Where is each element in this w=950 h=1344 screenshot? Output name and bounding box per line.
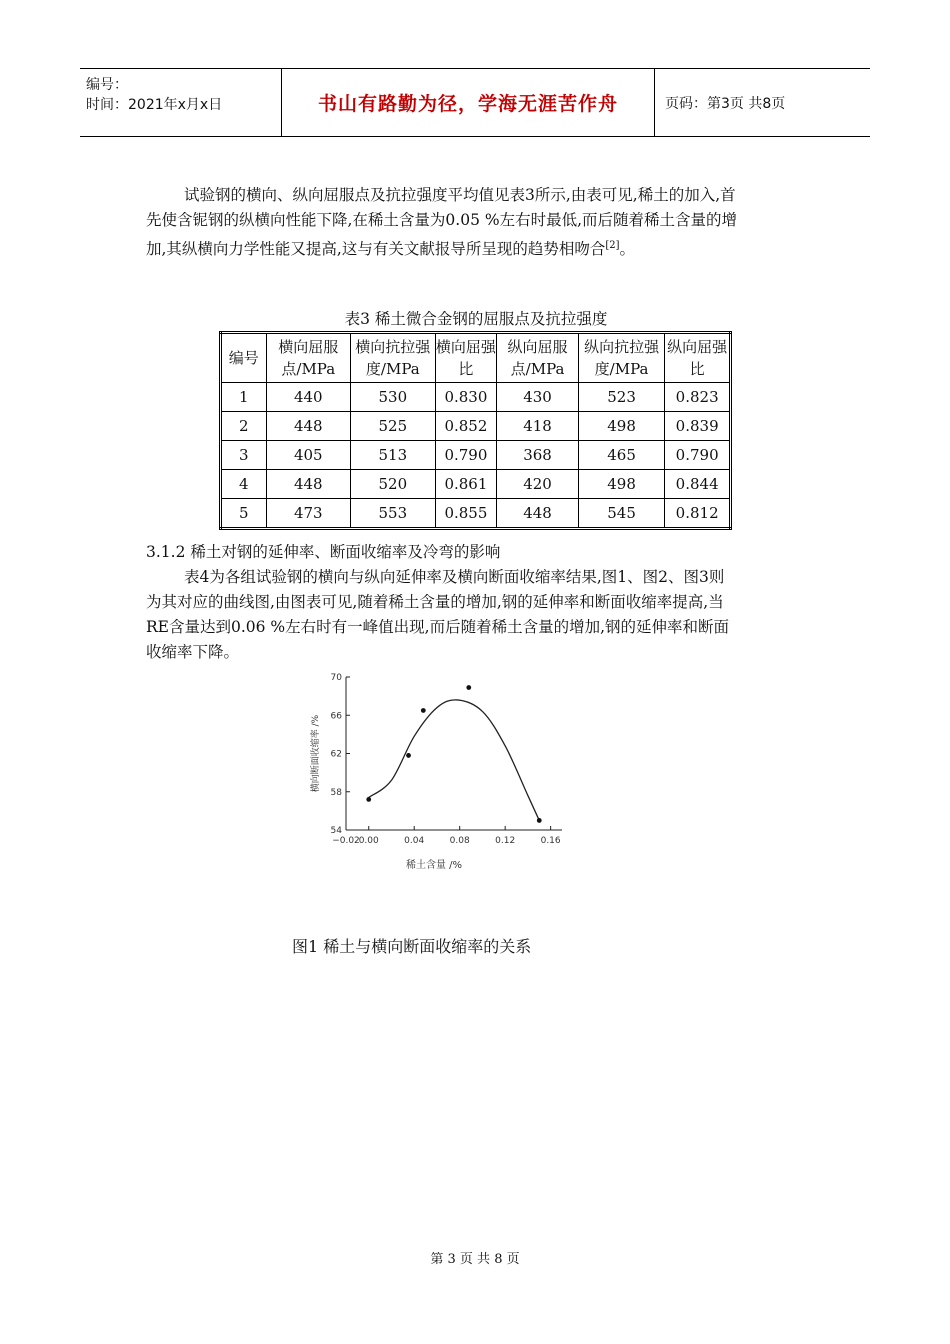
header-motto: 书山有路勤为径，学海无涯苦作舟 [282, 69, 655, 136]
table-cell: 523 [578, 383, 664, 412]
table-cell: 465 [578, 441, 664, 470]
table-header-cell: 横向屈强比 [435, 333, 497, 383]
table-cell: 0.790 [665, 441, 731, 470]
paragraph-1 [146, 183, 738, 262]
table-row [221, 412, 731, 441]
header-meta [80, 69, 282, 136]
paragraph-1-text: 试验钢的横向、纵向屈服点及抗拉强度平均值见表3所示,由表可见,稀土的加入,首先使含铌钢的纵横向性能下降,在稀土含量为0.05 %左右时最低,而后随着稀土含量的增加,其纵横向力学性能又提高,这与有关文献报导所呈现的趋势相吻合 [146, 186, 738, 259]
table-cell: 448 [266, 470, 351, 499]
table-row [221, 441, 731, 470]
header-time-label: 时间：2021年x月x日 [86, 97, 223, 113]
table-cell: 440 [266, 383, 351, 412]
table-cell: 3 [221, 441, 267, 470]
table-cell: 473 [266, 499, 351, 529]
table-cell: 553 [351, 499, 436, 529]
section-title: 3.1.2 稀土对钢的延伸率、断面收缩率及冷弯的影响 [146, 543, 501, 561]
table-cell: 513 [351, 441, 436, 470]
x-tick-label: −0.02 [332, 836, 360, 846]
table-cell: 498 [578, 470, 664, 499]
data-point [537, 818, 542, 823]
table-cell: 0.790 [435, 441, 497, 470]
paragraph-1-end: 。 [619, 240, 636, 259]
table-cell: 0.839 [665, 412, 731, 441]
table-caption: 表3 稀土微合金钢的屈服点及抗拉强度 [344, 310, 608, 328]
x-tick-label: 0.04 [404, 836, 425, 846]
y-tick-label: 58 [330, 787, 342, 798]
table-cell: 1 [221, 383, 267, 412]
y-tick-label: 70 [330, 673, 342, 683]
table-cell: 0.844 [665, 470, 731, 499]
paragraph-2-text: 表4为各组试验钢的横向与纵向延伸率及横向断面收缩率结果,图1、图2、图3则为其对应的曲线图,由图表可见,随着稀土含量的增加,钢的延伸率和断面收缩率提高,当RE含量达到0.06 %左右时有一峰值出现,而后随着稀土含量的增加,钢的延伸率和断面收缩率下降。 [146, 568, 730, 661]
y-tick-label: 62 [330, 749, 342, 760]
table-cell: 448 [497, 499, 579, 529]
table-cell: 4 [221, 470, 267, 499]
table-cell: 405 [266, 441, 351, 470]
y-tick-label: 66 [330, 711, 342, 722]
x-tick-label: 0.08 [449, 836, 470, 846]
table-cell: 525 [351, 412, 436, 441]
yield-strength-table [219, 331, 732, 530]
table-cell: 418 [497, 412, 579, 441]
table-cell: 0.861 [435, 470, 497, 499]
table-row [221, 470, 731, 499]
table-header-cell: 纵向屈强比 [665, 333, 731, 383]
paragraph-2 [146, 565, 738, 665]
table-cell: 0.830 [435, 383, 497, 412]
table-cell: 545 [578, 499, 664, 529]
table-cell: 5 [221, 499, 267, 529]
table-cell: 2 [221, 412, 267, 441]
table-cell: 0.812 [665, 499, 731, 529]
table-cell: 430 [497, 383, 579, 412]
table-cell: 420 [497, 470, 579, 499]
table-cell: 498 [578, 412, 664, 441]
table-row [221, 383, 731, 412]
fit-curve [369, 700, 540, 821]
x-axis-label: 稀土含量 /% [405, 860, 463, 871]
table-header-cell: 横向屈服点/MPa [266, 333, 351, 383]
data-point [421, 708, 426, 713]
y-tick-label: 54 [330, 826, 342, 836]
table-cell: 520 [351, 470, 436, 499]
table-cell: 530 [351, 383, 436, 412]
data-point [406, 753, 411, 758]
table-header-row [221, 333, 731, 383]
data-point [366, 797, 371, 802]
table-row [221, 499, 731, 529]
page-footer: 第 3 页 共 8 页 [430, 1252, 520, 1267]
table-cell: 368 [497, 441, 579, 470]
reduction-of-area-chart [300, 665, 580, 880]
header-number-label: 编号： [86, 77, 128, 93]
x-tick-label: 0.16 [540, 836, 561, 846]
table-cell: 0.855 [435, 499, 497, 529]
table-cell: 0.823 [665, 383, 731, 412]
data-point [466, 685, 471, 690]
table-header-cell: 编号 [221, 333, 267, 383]
table-cell: 0.852 [435, 412, 497, 441]
x-tick-label: 0.00 [358, 836, 379, 846]
table-header-cell: 横向抗拉强度/MPa [351, 333, 436, 383]
table-header-cell: 纵向屈服点/MPa [497, 333, 579, 383]
table-header-cell: 纵向抗拉强度/MPa [578, 333, 664, 383]
document-header [80, 68, 870, 137]
y-axis-label: 横向断面收缩率 /% [311, 714, 321, 793]
header-page-info: 页码：第3页 共8页 [665, 95, 786, 112]
x-tick-label: 0.12 [495, 836, 516, 846]
table-cell: 448 [266, 412, 351, 441]
reference-mark: [2] [605, 240, 620, 251]
figure-caption: 图1 稀土与横向断面收缩率的关系 [292, 937, 532, 956]
